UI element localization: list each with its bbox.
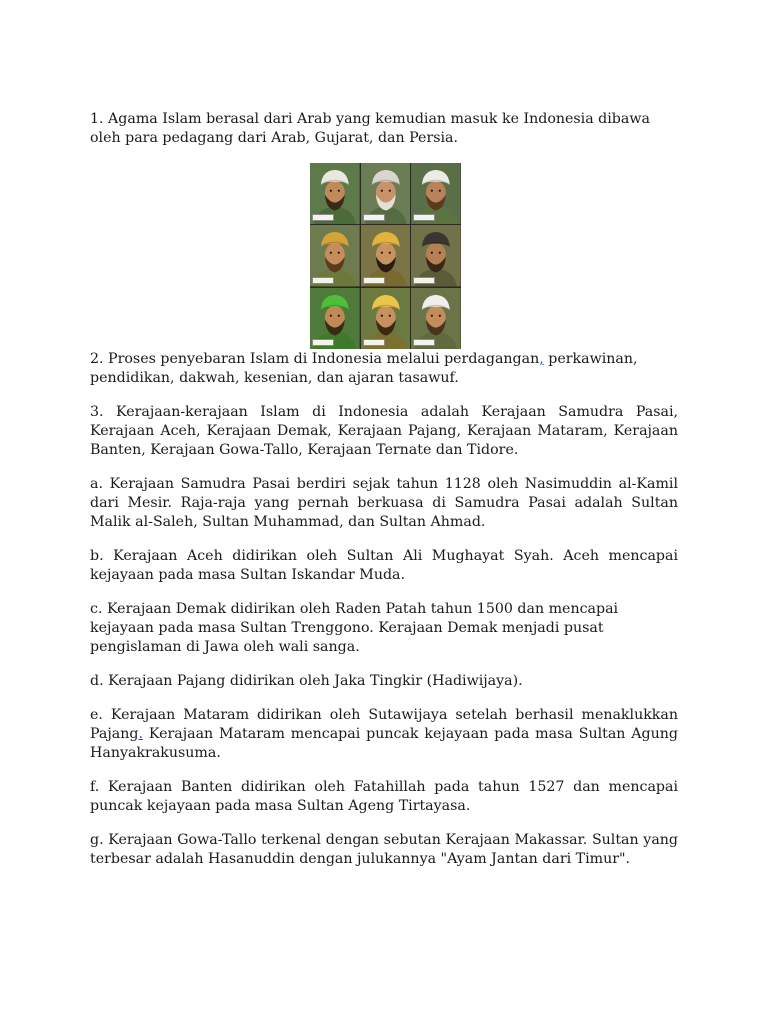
portrait-6 xyxy=(411,225,461,286)
portrait-caption-plate xyxy=(413,214,435,221)
portrait-caption-plate xyxy=(312,214,334,221)
paragraph-e xyxy=(90,706,678,763)
paragraph-f: f. Kerajaan Banten didirikan oleh Fatahillah pada tahun 1527 dan mencapai puncak kejayaan pada masa Sultan Ageng Tirtayasa. xyxy=(90,779,678,814)
wali-sanga-portrait-grid xyxy=(310,163,461,349)
paragraph-g: g. Kerajaan Gowa-Tallo terkenal dengan sebutan Kerajaan Makassar. Sultan yang terbesar adalah Hasanuddin dengan julukannya "Ayam Jantan dari Timur". xyxy=(90,832,678,867)
paragraph-b: b. Kerajaan Aceh didirikan oleh Sultan Ali Mughayat Syah. Aceh mencapai kejayaan pada masa Sultan Iskandar Muda. xyxy=(90,548,678,583)
paragraph-2 xyxy=(90,350,678,388)
portrait-caption-plate xyxy=(413,339,435,346)
portrait-5 xyxy=(361,225,411,286)
portrait-caption-plate xyxy=(363,214,385,221)
paragraph-c: c. Kerajaan Demak didirikan oleh Raden Patah tahun 1500 dan mencapai kejayaan pada masa Sultan Trenggono. Kerajaan Demak menjadi pusat pengislaman di Jawa oleh wali sanga. xyxy=(90,601,619,655)
paragraph-e-text-end: Kerajaan Mataram mencapai puncak kejayaan pada masa Sultan Agung Hanyakrakusuma. xyxy=(90,726,678,761)
paragraph-2-link[interactable]: , xyxy=(539,351,544,367)
portrait-1 xyxy=(310,163,360,224)
paragraph-e-text-start: e. Kerajaan Mataram didirikan oleh Sutawijaya setelah berhasil menaklukkan Pajang xyxy=(90,707,678,742)
portrait-caption-plate xyxy=(312,277,334,284)
portrait-9 xyxy=(411,288,461,349)
portrait-caption-plate xyxy=(312,339,334,346)
portrait-caption-plate xyxy=(413,277,435,284)
figure-wrapper xyxy=(90,163,678,349)
paragraph-e-link[interactable]: . xyxy=(138,726,143,742)
paragraph-3: 3. Kerajaan-kerajaan Islam di Indonesia adalah Kerajaan Samudra Pasai, Kerajaan Aceh, Kerajaan Demak, Kerajaan Pajang, Kerajaan Mataram, Kerajaan Banten, Kerajaan Gowa-Tallo, Kerajaan Ternate dan Tidore. xyxy=(90,404,678,458)
portrait-8 xyxy=(361,288,411,349)
portrait-2 xyxy=(361,163,411,224)
paragraph-d: d. Kerajaan Pajang didirikan oleh Jaka Tingkir (Hadiwijaya). xyxy=(90,673,523,689)
portrait-4 xyxy=(310,225,360,286)
paragraph-2-text-start: 2. Proses penyebaran Islam di Indonesia melalui perdagangan xyxy=(90,351,540,367)
portrait-3 xyxy=(411,163,461,224)
paragraph-a: a. Kerajaan Samudra Pasai berdiri sejak tahun 1128 oleh Nasimuddin al-Kamil dari Mesir. Raja-raja yang pernah berkuasa di Samudra Pasai adalah Sultan Malik al-Saleh, Sultan Muhammad, dan Sultan Ahmad. xyxy=(90,476,678,530)
document-page xyxy=(90,110,678,884)
portrait-caption-plate xyxy=(363,277,385,284)
paragraph-2-text-end: perkawinan, pendidikan, dakwah, kesenian, dan ajaran tasawuf. xyxy=(90,351,638,386)
portrait-7 xyxy=(310,288,360,349)
portrait-caption-plate xyxy=(363,339,385,346)
paragraph-1: 1. Agama Islam berasal dari Arab yang kemudian masuk ke Indonesia dibawa oleh para pedagang dari Arab, Gujarat, dan Persia. xyxy=(90,111,650,146)
